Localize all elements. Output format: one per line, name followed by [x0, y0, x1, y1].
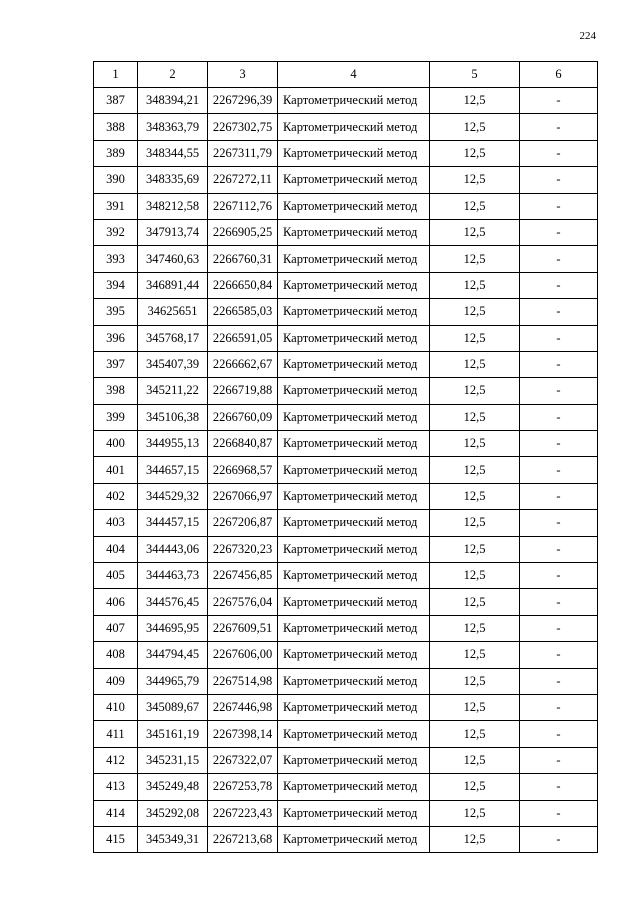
point-number-cell: 401	[94, 457, 138, 483]
accuracy-cell: 12,5	[430, 536, 520, 562]
y-coordinate-cell: 2267272,11	[208, 167, 278, 193]
description-cell: -	[520, 668, 598, 694]
column-header: 6	[520, 62, 598, 88]
accuracy-cell: 12,5	[430, 668, 520, 694]
method-cell: Картометрический метод	[278, 88, 430, 114]
method-cell: Картометрический метод	[278, 615, 430, 641]
method-cell: Картометрический метод	[278, 114, 430, 140]
method-cell: Картометрический метод	[278, 351, 430, 377]
description-cell: -	[520, 563, 598, 589]
point-number-cell: 396	[94, 325, 138, 351]
method-cell: Картометрический метод	[278, 563, 430, 589]
x-coordinate-cell: 344576,45	[138, 589, 208, 615]
table-row	[94, 351, 598, 377]
accuracy-cell: 12,5	[430, 431, 520, 457]
table-row	[94, 510, 598, 536]
description-cell: -	[520, 404, 598, 430]
point-number-cell: 412	[94, 747, 138, 773]
x-coordinate-cell: 344657,15	[138, 457, 208, 483]
y-coordinate-cell: 2266840,87	[208, 431, 278, 457]
description-cell: -	[520, 246, 598, 272]
x-coordinate-cell: 344955,13	[138, 431, 208, 457]
x-coordinate-cell: 345768,17	[138, 325, 208, 351]
point-number-cell: 404	[94, 536, 138, 562]
table-row	[94, 431, 598, 457]
accuracy-cell: 12,5	[430, 457, 520, 483]
y-coordinate-cell: 2266591,05	[208, 325, 278, 351]
point-number-cell: 408	[94, 642, 138, 668]
method-cell: Картометрический метод	[278, 299, 430, 325]
point-number-cell: 397	[94, 351, 138, 377]
x-coordinate-cell: 344794,45	[138, 642, 208, 668]
point-number-cell: 403	[94, 510, 138, 536]
description-cell: -	[520, 88, 598, 114]
table-row	[94, 272, 598, 298]
method-cell: Картометрический метод	[278, 589, 430, 615]
method-cell: Картометрический метод	[278, 694, 430, 720]
x-coordinate-cell: 344695,95	[138, 615, 208, 641]
x-coordinate-cell: 347460,63	[138, 246, 208, 272]
table-row	[94, 325, 598, 351]
y-coordinate-cell: 2267456,85	[208, 563, 278, 589]
description-cell: -	[520, 272, 598, 298]
method-cell: Картометрический метод	[278, 140, 430, 166]
point-number-cell: 395	[94, 299, 138, 325]
description-cell: -	[520, 193, 598, 219]
y-coordinate-cell: 2266719,88	[208, 378, 278, 404]
y-coordinate-cell: 2267253,78	[208, 774, 278, 800]
table-row	[94, 167, 598, 193]
point-number-cell: 411	[94, 721, 138, 747]
x-coordinate-cell: 344457,15	[138, 510, 208, 536]
accuracy-cell: 12,5	[430, 325, 520, 351]
table-body	[94, 88, 598, 853]
table-row	[94, 589, 598, 615]
y-coordinate-cell: 2267223,43	[208, 800, 278, 826]
x-coordinate-cell: 345349,31	[138, 826, 208, 852]
accuracy-cell: 12,5	[430, 246, 520, 272]
accuracy-cell: 12,5	[430, 642, 520, 668]
table-row	[94, 694, 598, 720]
method-cell: Картометрический метод	[278, 510, 430, 536]
point-number-cell: 393	[94, 246, 138, 272]
description-cell: -	[520, 826, 598, 852]
description-cell: -	[520, 642, 598, 668]
description-cell: -	[520, 457, 598, 483]
description-cell: -	[520, 694, 598, 720]
method-cell: Картометрический метод	[278, 483, 430, 509]
table-row	[94, 88, 598, 114]
y-coordinate-cell: 2267213,68	[208, 826, 278, 852]
description-cell: -	[520, 800, 598, 826]
x-coordinate-cell: 345231,15	[138, 747, 208, 773]
table-row	[94, 615, 598, 641]
table-row	[94, 299, 598, 325]
point-number-cell: 398	[94, 378, 138, 404]
x-coordinate-cell: 34625651	[138, 299, 208, 325]
x-coordinate-cell: 345089,67	[138, 694, 208, 720]
x-coordinate-cell: 344965,79	[138, 668, 208, 694]
accuracy-cell: 12,5	[430, 615, 520, 641]
x-coordinate-cell: 346891,44	[138, 272, 208, 298]
y-coordinate-cell: 2266760,31	[208, 246, 278, 272]
accuracy-cell: 12,5	[430, 563, 520, 589]
method-cell: Картометрический метод	[278, 721, 430, 747]
point-number-cell: 391	[94, 193, 138, 219]
description-cell: -	[520, 589, 598, 615]
x-coordinate-cell: 345292,08	[138, 800, 208, 826]
x-coordinate-cell: 344529,32	[138, 483, 208, 509]
description-cell: -	[520, 510, 598, 536]
table-row	[94, 721, 598, 747]
method-cell: Картометрический метод	[278, 774, 430, 800]
x-coordinate-cell: 344443,06	[138, 536, 208, 562]
table-row	[94, 747, 598, 773]
x-coordinate-cell: 347913,74	[138, 219, 208, 245]
table-row	[94, 219, 598, 245]
table-row	[94, 642, 598, 668]
method-cell: Картометрический метод	[278, 668, 430, 694]
point-number-cell: 413	[94, 774, 138, 800]
table-row	[94, 140, 598, 166]
y-coordinate-cell: 2266905,25	[208, 219, 278, 245]
method-cell: Картометрический метод	[278, 536, 430, 562]
accuracy-cell: 12,5	[430, 351, 520, 377]
x-coordinate-cell: 345249,48	[138, 774, 208, 800]
method-cell: Картометрический метод	[278, 431, 430, 457]
column-header: 5	[430, 62, 520, 88]
y-coordinate-cell: 2266650,84	[208, 272, 278, 298]
accuracy-cell: 12,5	[430, 510, 520, 536]
method-cell: Картометрический метод	[278, 219, 430, 245]
description-cell: -	[520, 114, 598, 140]
description-cell: -	[520, 299, 598, 325]
point-number-cell: 405	[94, 563, 138, 589]
x-coordinate-cell: 345106,38	[138, 404, 208, 430]
method-cell: Картометрический метод	[278, 193, 430, 219]
table-row	[94, 826, 598, 852]
y-coordinate-cell: 2267446,98	[208, 694, 278, 720]
description-cell: -	[520, 721, 598, 747]
accuracy-cell: 12,5	[430, 219, 520, 245]
method-cell: Картометрический метод	[278, 246, 430, 272]
y-coordinate-cell: 2267514,98	[208, 668, 278, 694]
description-cell: -	[520, 219, 598, 245]
description-cell: -	[520, 351, 598, 377]
accuracy-cell: 12,5	[430, 826, 520, 852]
x-coordinate-cell: 345407,39	[138, 351, 208, 377]
table-row	[94, 668, 598, 694]
method-cell: Картометрический метод	[278, 272, 430, 298]
point-number-cell: 407	[94, 615, 138, 641]
method-cell: Картометрический метод	[278, 167, 430, 193]
accuracy-cell: 12,5	[430, 800, 520, 826]
description-cell: -	[520, 378, 598, 404]
y-coordinate-cell: 2267576,04	[208, 589, 278, 615]
accuracy-cell: 12,5	[430, 589, 520, 615]
point-number-cell: 392	[94, 219, 138, 245]
y-coordinate-cell: 2267206,87	[208, 510, 278, 536]
accuracy-cell: 12,5	[430, 114, 520, 140]
column-header: 2	[138, 62, 208, 88]
method-cell: Картометрический метод	[278, 404, 430, 430]
y-coordinate-cell: 2267398,14	[208, 721, 278, 747]
accuracy-cell: 12,5	[430, 299, 520, 325]
method-cell: Картометрический метод	[278, 642, 430, 668]
method-cell: Картометрический метод	[278, 325, 430, 351]
point-number-cell: 399	[94, 404, 138, 430]
point-number-cell: 414	[94, 800, 138, 826]
x-coordinate-cell: 344463,73	[138, 563, 208, 589]
y-coordinate-cell: 2267066,97	[208, 483, 278, 509]
y-coordinate-cell: 2266760,09	[208, 404, 278, 430]
y-coordinate-cell: 2267322,07	[208, 747, 278, 773]
description-cell: -	[520, 747, 598, 773]
table-row	[94, 536, 598, 562]
column-header: 1	[94, 62, 138, 88]
method-cell: Картометрический метод	[278, 378, 430, 404]
accuracy-cell: 12,5	[430, 747, 520, 773]
method-cell: Картометрический метод	[278, 457, 430, 483]
y-coordinate-cell: 2267112,76	[208, 193, 278, 219]
description-cell: -	[520, 431, 598, 457]
y-coordinate-cell: 2267311,79	[208, 140, 278, 166]
y-coordinate-cell: 2266585,03	[208, 299, 278, 325]
point-number-cell: 409	[94, 668, 138, 694]
accuracy-cell: 12,5	[430, 140, 520, 166]
point-number-cell: 388	[94, 114, 138, 140]
table-row	[94, 483, 598, 509]
point-number-cell: 415	[94, 826, 138, 852]
method-cell: Картометрический метод	[278, 826, 430, 852]
coordinates-table	[93, 61, 598, 853]
table-row	[94, 774, 598, 800]
y-coordinate-cell: 2267606,00	[208, 642, 278, 668]
y-coordinate-cell: 2267320,23	[208, 536, 278, 562]
accuracy-cell: 12,5	[430, 167, 520, 193]
point-number-cell: 394	[94, 272, 138, 298]
accuracy-cell: 12,5	[430, 404, 520, 430]
description-cell: -	[520, 167, 598, 193]
method-cell: Картометрический метод	[278, 800, 430, 826]
accuracy-cell: 12,5	[430, 721, 520, 747]
point-number-cell: 390	[94, 167, 138, 193]
column-header: 4	[278, 62, 430, 88]
description-cell: -	[520, 140, 598, 166]
method-cell: Картометрический метод	[278, 747, 430, 773]
x-coordinate-cell: 348363,79	[138, 114, 208, 140]
table-header-row	[94, 62, 598, 88]
y-coordinate-cell: 2266662,67	[208, 351, 278, 377]
description-cell: -	[520, 325, 598, 351]
table-row	[94, 246, 598, 272]
accuracy-cell: 12,5	[430, 378, 520, 404]
x-coordinate-cell: 348394,21	[138, 88, 208, 114]
point-number-cell: 406	[94, 589, 138, 615]
y-coordinate-cell: 2266968,57	[208, 457, 278, 483]
point-number-cell: 400	[94, 431, 138, 457]
x-coordinate-cell: 345211,22	[138, 378, 208, 404]
accuracy-cell: 12,5	[430, 483, 520, 509]
description-cell: -	[520, 483, 598, 509]
description-cell: -	[520, 774, 598, 800]
page-number: 224	[579, 30, 596, 42]
table-row	[94, 800, 598, 826]
x-coordinate-cell: 348344,55	[138, 140, 208, 166]
table-row	[94, 378, 598, 404]
description-cell: -	[520, 615, 598, 641]
table-row	[94, 563, 598, 589]
y-coordinate-cell: 2267609,51	[208, 615, 278, 641]
accuracy-cell: 12,5	[430, 272, 520, 298]
y-coordinate-cell: 2267302,75	[208, 114, 278, 140]
table-row	[94, 193, 598, 219]
point-number-cell: 387	[94, 88, 138, 114]
table-row	[94, 457, 598, 483]
x-coordinate-cell: 348212,58	[138, 193, 208, 219]
description-cell: -	[520, 536, 598, 562]
table-row	[94, 404, 598, 430]
y-coordinate-cell: 2267296,39	[208, 88, 278, 114]
point-number-cell: 389	[94, 140, 138, 166]
point-number-cell: 410	[94, 694, 138, 720]
point-number-cell: 402	[94, 483, 138, 509]
x-coordinate-cell: 345161,19	[138, 721, 208, 747]
accuracy-cell: 12,5	[430, 774, 520, 800]
accuracy-cell: 12,5	[430, 694, 520, 720]
accuracy-cell: 12,5	[430, 193, 520, 219]
x-coordinate-cell: 348335,69	[138, 167, 208, 193]
table-row	[94, 114, 598, 140]
accuracy-cell: 12,5	[430, 88, 520, 114]
column-header: 3	[208, 62, 278, 88]
